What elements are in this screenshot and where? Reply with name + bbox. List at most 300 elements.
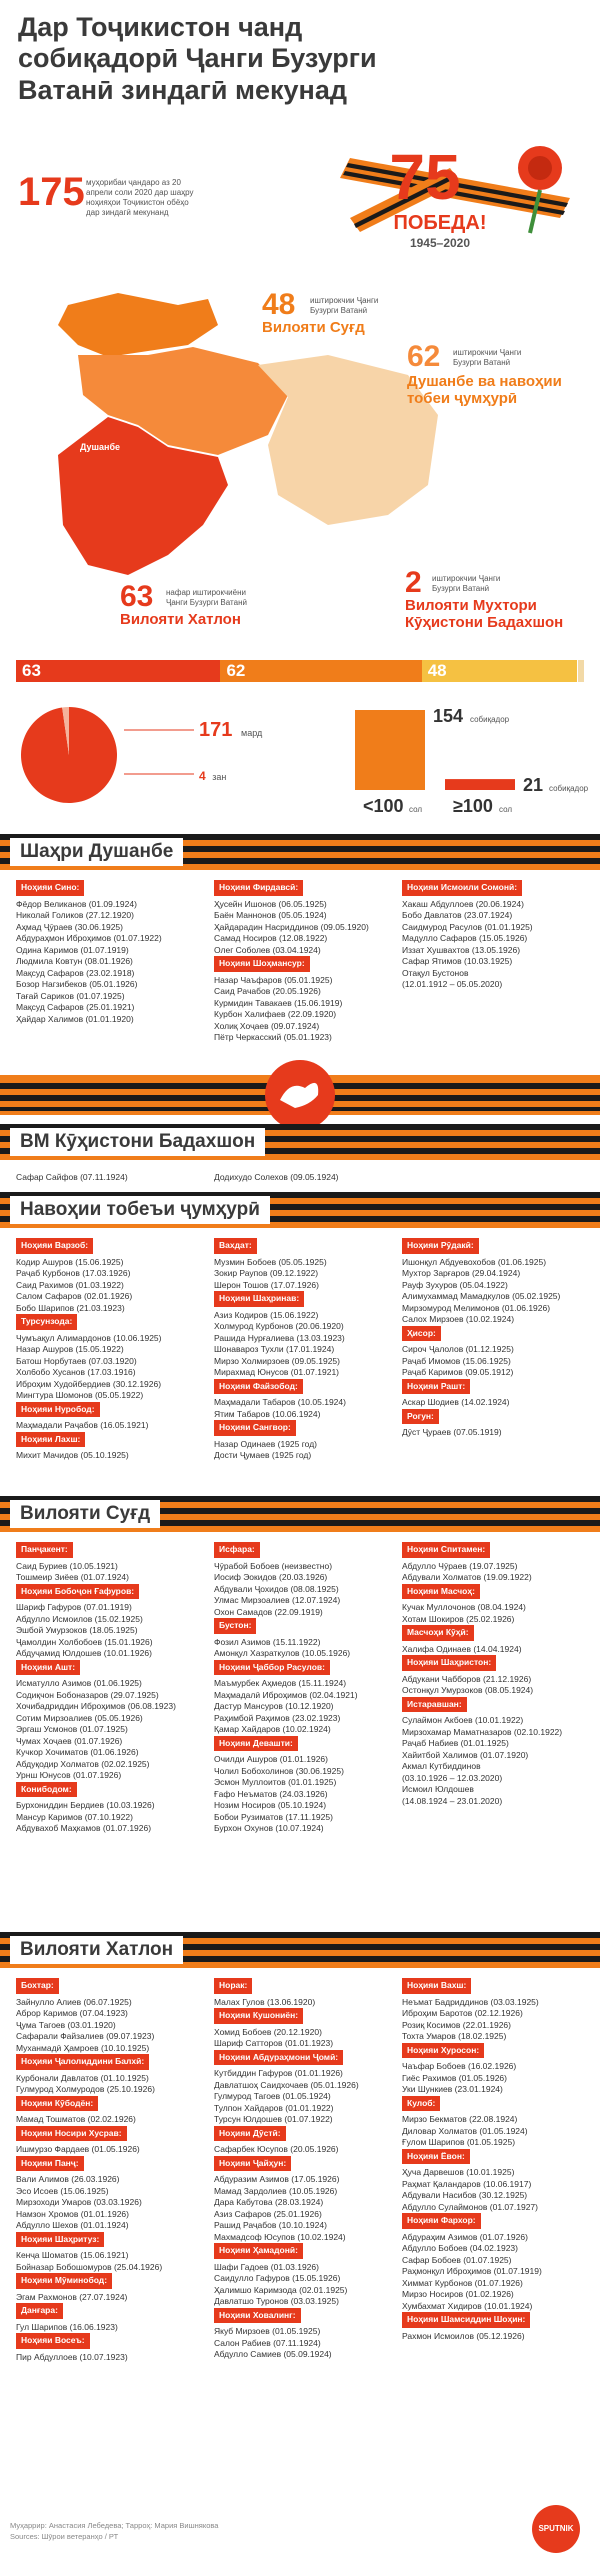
person-entry: Кучак Муллочонов (08.04.1924): [402, 1602, 526, 1612]
district-label: Конибодом:: [16, 1782, 77, 1798]
rrp-col-3: [402, 1238, 592, 1439]
person-entry: Иосиф Эокидов (20.03.1926): [214, 1572, 328, 1582]
person-entry: Саид Буриев (10.05.1921): [16, 1560, 118, 1571]
person-entry: Аброр Каримов (07.04.1923): [16, 2008, 128, 2018]
district-label: Норак:: [214, 1978, 252, 1994]
person-entry: Салон Рабиев (07.11.1924): [214, 2337, 321, 2348]
person-entry: Мирзоходи Умаров (03.03.1926): [16, 2197, 142, 2207]
person-entry: Рауф Зухуров (05.04.1922): [402, 1279, 508, 1290]
person-entry: Сотим Мирзоалиев (05.05.1926): [16, 1712, 143, 1723]
pie-category-label: зан: [212, 772, 227, 782]
person-entry: Раҷаб Курбонов (17.03.1926): [16, 1268, 131, 1278]
person-entry: Рашида Нурғалиева (13.03.1923): [214, 1332, 345, 1343]
sputnik-logo: SPUTNIK: [532, 2505, 580, 2553]
district-label: Кулоб:: [402, 2096, 440, 2112]
person-entry: Рашид Раҷабов (10.10.1924): [214, 2220, 327, 2230]
title-line: собиқадорӣ Ҷанги Бузурги: [18, 43, 377, 74]
title-line: Ватанӣ зиндагӣ мекунад: [18, 74, 347, 105]
person-entry: Нозим Носиров (05.10.1924): [214, 1800, 327, 1810]
district-group: [402, 1542, 592, 1584]
person-entry: Бобо Шарипов (21.03.1923): [16, 1302, 125, 1313]
person-entry: Эсо Исоев (15.06.1925): [16, 2185, 109, 2196]
rrp-name-line: Душанбе ва навоҳии: [407, 373, 562, 390]
person-entry: (03.10.1926 – 12.03.2020): [402, 1772, 503, 1783]
district-group: [214, 2008, 404, 2050]
person-entry: Тулпон Хайдаров (01.01.1922): [214, 2102, 334, 2113]
person-entry: Чолил Бобохолинов (30.06.1925): [214, 1765, 344, 1776]
person-entry: Тохта Умаров (18.02.1925): [402, 2031, 507, 2041]
district-group: [402, 1655, 592, 1697]
person-entry: Ҳайдар Халимов (01.01.1920): [16, 1013, 134, 1024]
sughd-col-3: [402, 1542, 592, 1807]
gbao-name-line: Кӯҳистони Бадахшон: [405, 613, 564, 631]
person-entry: Тошмеир Зиёев (01.07.1924): [16, 1572, 129, 1582]
person-entry: Урнш Юнусов (01.07.1926): [16, 1770, 122, 1780]
district-label: Ноҳияи Ҷайҳун:: [214, 2156, 291, 2172]
district-group: [402, 2213, 592, 2312]
person-entry: Якуб Мирзоев (01.05.1925): [214, 2326, 321, 2336]
district-label: Ноҳияи Файзобод:: [214, 1379, 303, 1395]
dushanbe-map-label: Душанбе: [80, 442, 121, 452]
person-entry: Мамад Тошматов (02.02.1926): [16, 2114, 136, 2124]
district-group: [16, 1432, 206, 1462]
district-label: Вахдат:: [214, 1238, 257, 1254]
footer-credits: [10, 2520, 218, 2542]
person-entry: Абдулло Сулаймонов (01.07.1927): [402, 2201, 538, 2212]
district-group: [402, 1978, 592, 2043]
section-rrp-title: Навоҳии тобеъи ҷумҳурӣ: [10, 1196, 270, 1224]
person-entry: Саидулло Гафуров (15.05.1926): [214, 2273, 341, 2283]
person-entry: Абдулло Бобоев (04.02.1923): [402, 2243, 518, 2253]
footer-source-line: Sources: Шӯрои ветеранҳо / РТ: [10, 2532, 119, 2541]
victory-years: 1945–2020: [409, 236, 471, 250]
person-entry: Сафар Сайфов (07.11.1924): [16, 1172, 128, 1182]
person-entry: Абдувахоб Маҳкамов (01.07.1926): [16, 1823, 152, 1833]
person-entry: Содиқчон Бобоназаров (29.07.1925): [16, 1689, 159, 1700]
person-entry: Пётр Черкасский (05.01.1923): [214, 1032, 332, 1042]
age-category-label: <100: [363, 796, 404, 816]
person-entry: Самад Носиров (12.08.1922): [214, 933, 328, 943]
person-entry: (12.01.1912 – 05.05.2020): [402, 979, 503, 989]
sughd-name: Вилояти Суғд: [262, 319, 365, 336]
age-bar-label: собиқадор: [470, 715, 510, 724]
person-entry: Кенҷа Шоматов (15.06.1921): [16, 2250, 129, 2260]
district-label: Данғара:: [16, 2303, 63, 2319]
district-group: [16, 1314, 206, 1402]
person-entry: Шафи Гадоев (01.03.1926): [214, 2261, 319, 2272]
district-group: [16, 2126, 206, 2156]
person-entry: Людмила Ковтун (08.01.1926): [16, 956, 133, 966]
district-group: [402, 2096, 592, 2149]
section-dushanbe-title: Шаҳри Душанбе: [10, 838, 183, 866]
person-entry: Хомид Бобоев (20.12.1920): [214, 2026, 322, 2037]
pie-category-label: мард: [241, 728, 263, 738]
person-entry: Абдували Ҷохидов (08.08.1925): [214, 1583, 339, 1594]
person-entry: Мингтура Шомонов (05.05.1922): [16, 1390, 144, 1400]
person-entry: Олег Соболев (03.04.1924): [214, 944, 321, 955]
district-group: [214, 1542, 404, 1618]
district-label: Ноҳияи Шоҳмансур:: [214, 956, 310, 972]
page-title: [18, 12, 488, 106]
section-sughd-title: Вилояти Суғд: [10, 1500, 160, 1528]
person-entry: Сафарали Файзалиев (09.07.1923): [16, 2031, 155, 2041]
district-label: Ноҳияи Сангвор:: [214, 1420, 296, 1436]
district-label: Ноҳияи Ховалинг:: [214, 2308, 301, 2324]
person-entry: Курмидин Тавакаев (15.06.1919): [214, 997, 343, 1008]
person-entry: Қамар Хайдаров (10.02.1924): [214, 1724, 331, 1734]
person-entry: Шерон Тошов (17.07.1926): [214, 1279, 319, 1290]
district-label: Исфара:: [214, 1542, 260, 1558]
person-entry: Дастур Мансуров (10.12.1920): [214, 1701, 334, 1711]
person-entry: Дара Кабутова (28.03.1924): [214, 2197, 324, 2207]
person-entry: Бурхон Охунов (10.07.1924): [214, 1823, 324, 1833]
gender-pie-chart: [14, 700, 294, 810]
person-entry: Назар Одинаев (1925 год): [214, 1438, 317, 1449]
gbao-name-line: Вилояти Мухтори: [405, 597, 537, 614]
district-label: Ноҳияи Рӯдакӣ:: [402, 1238, 479, 1254]
person-entry: Шариф Сатторов (01.01.1923): [214, 2038, 334, 2048]
person-entry: Мирзо Холмирзоев (09.05.1925): [214, 1355, 340, 1366]
person-entry: Чумах Хоҷаев (01.07.1926): [16, 1735, 123, 1746]
person-entry: Абдулло Исмоилов (15.02.1925): [16, 1613, 143, 1624]
district-group: [16, 2333, 206, 2363]
khatlon-caption-line: Ҷанги Бузурги Ватанӣ: [166, 598, 247, 607]
district-group: [16, 1402, 206, 1432]
person-entry: Муханмадӣ Ҳамроев (10.10.1925): [16, 2042, 150, 2053]
district-label: Бохтар:: [16, 1978, 59, 1994]
victory-word: ПОБЕДА!: [393, 212, 487, 234]
total-caption-line: муҳорибаи ҷандаро аз 20: [86, 178, 181, 187]
person-entry: Раҳмат Қаландаров (10.06.1917): [402, 2178, 532, 2189]
person-entry: Гулмурод Тагоев (01.05.1924): [214, 2091, 331, 2101]
person-entry: Улмас Мирзоалиев (12.07.1924): [214, 1595, 341, 1605]
person-entry: Охон Самадов (22.09.1919): [214, 1606, 323, 1617]
rrp-caption-line: Бузурги Ватанӣ: [453, 358, 511, 367]
person-entry: Малах Гулов (13.06.1920): [214, 1996, 316, 2007]
khatlon-name: Вилояти Хатлон: [120, 611, 241, 628]
footer-credits-line: Муҳаррир: Анастасия Лебедева; Тарроҳ: Мария Вишнякова: [10, 2521, 219, 2530]
district-label: Ноҳияи Ҷалолиддини Балхӣ:: [16, 2054, 149, 2070]
person-entry: Иззат Хушвахтов (13.05.1926): [402, 944, 521, 955]
person-entry: Раҷаб Имомов (15.06.1925): [402, 1355, 511, 1366]
district-group: [402, 1584, 592, 1626]
person-entry: Мақсуд Сафаров (25.01.1921): [16, 1002, 135, 1012]
khatlon-col-3: [402, 1978, 592, 2342]
person-entry: Махмадсоф Юсупов (10.02.1924): [214, 2231, 346, 2242]
district-label: Ноҳияи Абдураҳмони Ҷомӣ:: [214, 2050, 343, 2066]
district-label: Ноҳияи Кӯбодён:: [16, 2096, 98, 2112]
person-entry: Шонавароз Тухли (17.01.1924): [214, 1344, 335, 1354]
person-entry: Сафар Бобоев (01.07.1925): [402, 2254, 512, 2265]
district-label: Ноҳияи Ашт:: [16, 1660, 80, 1676]
district-label: Ноҳияи Варзоб:: [16, 1238, 93, 1254]
district-label: Ноҳияи Шамсиддин Шоҳин:: [402, 2312, 530, 2328]
person-entry: Ҷамолдин Холбобоев (15.01.1926): [16, 1636, 153, 1647]
district-label: Ноҳияи Масчоҳ:: [402, 1584, 480, 1600]
person-entry: Давлатшо Туронов (03.03.1925): [214, 2296, 339, 2306]
person-entry: Абдукани Чабборов (21.12.1926): [402, 1673, 532, 1684]
person-entry: Раҷаб Каримов (09.05.1912): [402, 1367, 514, 1377]
person-entry: Вали Алимов (26.03.1926): [16, 2174, 120, 2184]
district-group: [402, 880, 592, 991]
rrp-value: 62: [407, 340, 441, 373]
section-rrp: [0, 1192, 600, 1228]
person-entry: Халифа Одинаев (14.04.1924): [402, 1643, 522, 1654]
person-entry: Азиз Кодиров (15.06.1922): [214, 1309, 319, 1320]
district-group: [402, 1409, 592, 1439]
district-group: [16, 1238, 206, 1314]
district-label: Ҳисор:: [402, 1326, 441, 1342]
rrp-col-2: [214, 1238, 404, 1462]
district-label: Ноҳияи Вахш:: [402, 1978, 471, 1994]
title-line: Дар Тоҷикистон чанд: [18, 12, 303, 42]
person-entry: Аскар Шодиев (14.02.1924): [402, 1397, 510, 1407]
person-entry: Баён Маннонов (05.05.1924): [214, 910, 327, 920]
sughd-col-1: [16, 1542, 206, 1835]
person-entry: Кучкор Хочиматов (01.06.1926): [16, 1747, 139, 1757]
district-group: [402, 2312, 592, 2342]
person-entry: Пир Абдуллоев (10.07.1923): [16, 2351, 128, 2362]
person-entry: Хочибадриддин Иброҳимов (06.08.1923): [16, 1701, 176, 1711]
district-label: Ноҳияи Лахш:: [16, 1432, 85, 1448]
district-label: Ноҳияи Спитамен:: [402, 1542, 490, 1558]
district-group: [214, 1291, 404, 1379]
district-group: [402, 2149, 592, 2214]
section-gbao: [0, 1124, 600, 1160]
person-entry: Остонқул Умурзоков (08.05.1924): [402, 1685, 534, 1695]
sughd-caption-line: Бузурги Ватанӣ: [310, 306, 368, 315]
gbao-caption-line: Бузурги Ватанӣ: [432, 584, 490, 593]
district-group: [16, 1782, 206, 1835]
gbao-caption: [432, 574, 500, 594]
district-label: Ноҳияи Бобоҷон Ғафуров:: [16, 1584, 139, 1600]
district-group: [16, 2096, 206, 2126]
person-entry: Гул Шарипов (16.06.1923): [16, 2321, 118, 2332]
person-entry: Батош Норбутаев (07.03.1920): [16, 1355, 137, 1366]
person-entry: Мухтор Зарғаров (29.04.1924): [402, 1268, 521, 1278]
section-sughd: [0, 1496, 600, 1532]
khatlon-caption-line: нафар иштирокчиёни: [166, 588, 246, 597]
person-entry: Аҳмад Ҷӯраев (30.06.1925): [16, 921, 123, 932]
person-entry: Курбонали Давлатов (01.10.1925): [16, 2072, 149, 2083]
khatlon-value: 63: [120, 580, 154, 613]
person-entry: Саид Рачабов (20.05.1926): [214, 986, 321, 996]
person-entry: Шариф Гафуров (07.01.1919): [16, 1602, 132, 1612]
district-label: Ноҳияи Девашти:: [214, 1736, 298, 1752]
person-entry: Гулмурод Холмуродов (25.10.1926): [16, 2084, 155, 2094]
district-label: Ноҳияи Сино:: [16, 880, 84, 896]
district-group: [16, 1978, 206, 2054]
person-entry: Азиз Сафаров (25.01.1926): [214, 2208, 322, 2219]
district-label: Ноҳияи Фирдавсӣ:: [214, 880, 303, 896]
person-entry: Абдулло Шехов (01.01.1924): [16, 2220, 129, 2230]
section-gbao-title: ВМ Кӯҳистони Бадахшон: [10, 1128, 265, 1156]
person-entry: Чаъфар Бобоев (16.02.1926): [402, 2061, 517, 2071]
region-bar-segment: 62: [220, 660, 421, 682]
person-entry: Кодир Ашуров (15.06.1925): [16, 1256, 124, 1267]
district-label: Ноҳияи Носири Хусрав:: [16, 2126, 127, 2142]
age-bar: [355, 710, 425, 790]
district-label: Турсунзода:: [16, 1314, 77, 1330]
person-entry: Отақул Бустонов: [402, 967, 469, 978]
person-entry: Мадулло Сафаров (15.05.1926): [402, 933, 528, 943]
person-entry: Ҷума Тагоев (03.01.1920): [16, 2019, 116, 2030]
person-entry: Мирахмад Юнусов (01.07.1921): [214, 1367, 340, 1377]
gbao-caption-line: иштирокчии Ҷанги: [432, 574, 501, 583]
person-entry: Рахмон Исмоилов (05.12.1926): [402, 2330, 525, 2341]
section-dushanbe: [0, 834, 600, 870]
district-label: Истаравшан:: [402, 1697, 467, 1713]
person-entry: Абдуқодир Холматов (02.02.1925): [16, 1758, 150, 1769]
person-entry: Абдуҷамид Юлдошев (10.01.1926): [16, 1648, 152, 1658]
rrp-caption-line: иштирокчии Ҷанги: [453, 348, 522, 357]
rrp-caption: [453, 348, 521, 368]
person-entry: Маҳмадали Табаров (10.05.1924): [214, 1397, 346, 1407]
district-group: [16, 2156, 206, 2232]
person-entry: Абдулло Самиев (05.09.1924): [214, 2349, 332, 2359]
person-entry: Мирзохамар Маматназаров (02.10.1922): [402, 1726, 563, 1737]
person-entry: Фозил Азимов (15.11.1922): [214, 1636, 321, 1647]
person-entry: Ҳалимшо Каримзода (02.01.1925): [214, 2284, 348, 2295]
rrp-name-line: тобеи ҷумҳурӣ: [407, 389, 518, 407]
person-entry: Саидмурод Расулов (01.01.1925): [402, 921, 533, 932]
district-group: [214, 880, 404, 956]
person-entry: Абдураҳим Азимов (01.07.1926): [402, 2231, 528, 2242]
person-entry: Ишонқул Абдуевохобов (01.06.1925): [402, 1256, 547, 1267]
person-entry: Ғулом Шарипов (01.05.1925): [402, 2137, 516, 2147]
district-group: [214, 1978, 404, 2008]
district-group: [214, 1660, 404, 1736]
total-caption-line: дар зиндагӣ мекунанд: [86, 208, 169, 217]
sughd-value: 48: [262, 288, 296, 321]
dushanbe-col-1: [16, 880, 206, 1025]
region-bar-segment: 2: [578, 660, 584, 682]
district-label: Ноҳияи Ҳамадонӣ:: [214, 2243, 303, 2259]
person-entry: Назар Чаъфаров (05.01.1925): [214, 974, 333, 985]
district-group: [214, 1618, 404, 1660]
district-group: [214, 2050, 404, 2126]
person-entry: Амонқул Хазраткулов (10.05.1926): [214, 1648, 351, 1658]
person-entry: Эшбой Умурзоков (18.05.1925): [16, 1625, 138, 1635]
person-entry: Исмоил Юлдошев: [402, 1784, 474, 1794]
person-entry: Мамад Зардолиев (10.05.1926): [214, 2185, 338, 2196]
sughd-col-2: [214, 1542, 404, 1835]
person-entry: Холмурод Курбонов (20.06.1920): [214, 1321, 344, 1331]
age-bar-value: 154: [433, 706, 464, 726]
person-entry: Бойназар Бобошомуров (25.04.1926): [16, 2261, 163, 2272]
region-stacked-bar-chart: [16, 660, 593, 682]
person-entry: Одина Каримов (01.07.1919): [16, 944, 129, 955]
gbao-value: 2: [405, 566, 422, 599]
person-entry: Хотам Шокиров (25.02.1926): [402, 1613, 515, 1624]
khatlon-caption: [166, 588, 247, 608]
district-group: [16, 2232, 206, 2274]
district-group: [16, 2054, 206, 2096]
district-group: [214, 2126, 404, 2156]
person-entry: Абдували Холматов (19.09.1922): [402, 1572, 532, 1582]
person-entry: Абдулло Чӯраев (19.07.1925): [402, 1560, 518, 1571]
person-entry: Сафарбек Юсупов (20.05.1926): [214, 2144, 339, 2154]
district-group: [214, 956, 404, 1044]
district-label: Ноҳияи Фархор:: [402, 2213, 481, 2229]
person-entry: Хумбахмат Хидиров (10.01.1924): [402, 2300, 533, 2311]
section-khatlon-title: Вилояти Хатлон: [10, 1936, 183, 1964]
district-group: [16, 1660, 206, 1782]
person-entry: Чумъақул Алимардонов (10.06.1925): [16, 1332, 162, 1343]
person-entry: Раҳимбой Раҳимов (23.02.1923): [214, 1712, 341, 1723]
person-entry: Хол6обо Хусанов (17.03.1916): [16, 1367, 136, 1377]
person-entry: Маҳмадалӣ Иброҳимов (02.04.1921): [214, 1689, 358, 1700]
age-bar-label: собиқадор: [549, 784, 589, 794]
person-entry: Назар Ашуров (15.05.1922): [16, 1344, 124, 1354]
age-unit-label: сол: [499, 805, 513, 814]
district-label: Ноҳияи Дӯстӣ:: [214, 2126, 286, 2142]
dushanbe-col-2: [214, 880, 404, 1044]
gbao-col-2: [214, 1172, 404, 1184]
district-group: [214, 2243, 404, 2308]
person-entry: Мансур Каримов (07.10.1922): [16, 1811, 133, 1822]
person-entry: Иброҳим Баротов (02.12.1926): [402, 2008, 523, 2018]
total-caption: [86, 178, 216, 218]
age-bar-value: 21: [523, 775, 544, 796]
district-group: [214, 1736, 404, 1835]
khatlon-col-2: [214, 1978, 404, 2361]
person-entry: Кутбиддин Гафуров (01.01.1926): [214, 2068, 343, 2078]
person-entry: Бобо Давлатов (23.07.1924): [402, 910, 513, 920]
person-entry: Тағай Сариков (01.07.1925): [16, 990, 125, 1001]
pie-value-label: 4: [199, 769, 206, 783]
person-entry: Химмат Курбонов (01.07.1926): [402, 2277, 523, 2288]
region-bar-segment: 48: [422, 660, 578, 682]
person-entry: Алимухаммад Мамадкулов (05.02.1925): [402, 1291, 561, 1301]
district-label: Ноҳияи Шаҳринав:: [214, 1291, 304, 1307]
person-entry: Мақсуд Сафаров (23.02.1918): [16, 967, 135, 978]
person-entry: Зайнулло Алиев (06.07.1925): [16, 1996, 132, 2007]
district-label: Ноҳияи Нуробод:: [16, 1402, 100, 1418]
person-entry: Эгам Рахмонов (27.07.1924): [16, 2291, 128, 2302]
person-entry: Ҳайдарадин Насриддинов (09.05.1920): [214, 921, 369, 932]
person-entry: Абдураҳмон Иброҳимов (01.07.1922): [16, 933, 162, 943]
person-entry: Музмин Бобоев (05.05.1925): [214, 1256, 327, 1267]
age-bar-chart: [320, 700, 590, 830]
person-entry: Турсун Юлдошев (01.07.1922): [214, 2114, 333, 2124]
person-entry: Сулаймон Акбоев (10.01.1922): [402, 1715, 524, 1725]
person-entry: Фёдор Великанов (01.09.1924): [16, 898, 137, 909]
person-entry: Эргаш Усмонов (01.07.1925): [16, 1724, 128, 1734]
victory-number: 75: [389, 141, 461, 213]
gbao-col-1: [16, 1172, 206, 1184]
person-entry: Зокир Раупов (09.12.1922): [214, 1268, 319, 1278]
district-group: [214, 1379, 404, 1421]
district-label: Масчоҳи Кӯҳӣ:: [402, 1625, 474, 1641]
district-group: [402, 1625, 592, 1655]
total-caption-line: апрели соли 2020 дар шаҳру: [86, 188, 194, 197]
person-entry: Уки Шункиев (23.01.1924): [402, 2084, 503, 2094]
person-entry: Давлатшоҳ Саидхочаев (05.01.1926): [214, 2079, 359, 2090]
district-group: [16, 1584, 206, 1660]
district-group: [16, 1542, 206, 1584]
district-group: [214, 2156, 404, 2244]
person-entry: Маҳмадали Раҷабов (16.05.1921): [16, 1420, 149, 1430]
district-group: [214, 1238, 404, 1291]
age-bar: [445, 779, 515, 790]
person-entry: Хакаш Абдуллоев (20.06.1924): [402, 898, 524, 909]
rrp-col-1: [16, 1238, 206, 1462]
sughd-caption-line: иштирокчии Ҷанги: [310, 296, 379, 305]
person-entry: Мирзо Носиров (01.02.1926): [402, 2289, 514, 2299]
person-entry: Маъмурбек Аҳмедов (15.11.1924): [214, 1678, 347, 1688]
district-label: Ноҳияи Восеъ:: [16, 2333, 90, 2349]
